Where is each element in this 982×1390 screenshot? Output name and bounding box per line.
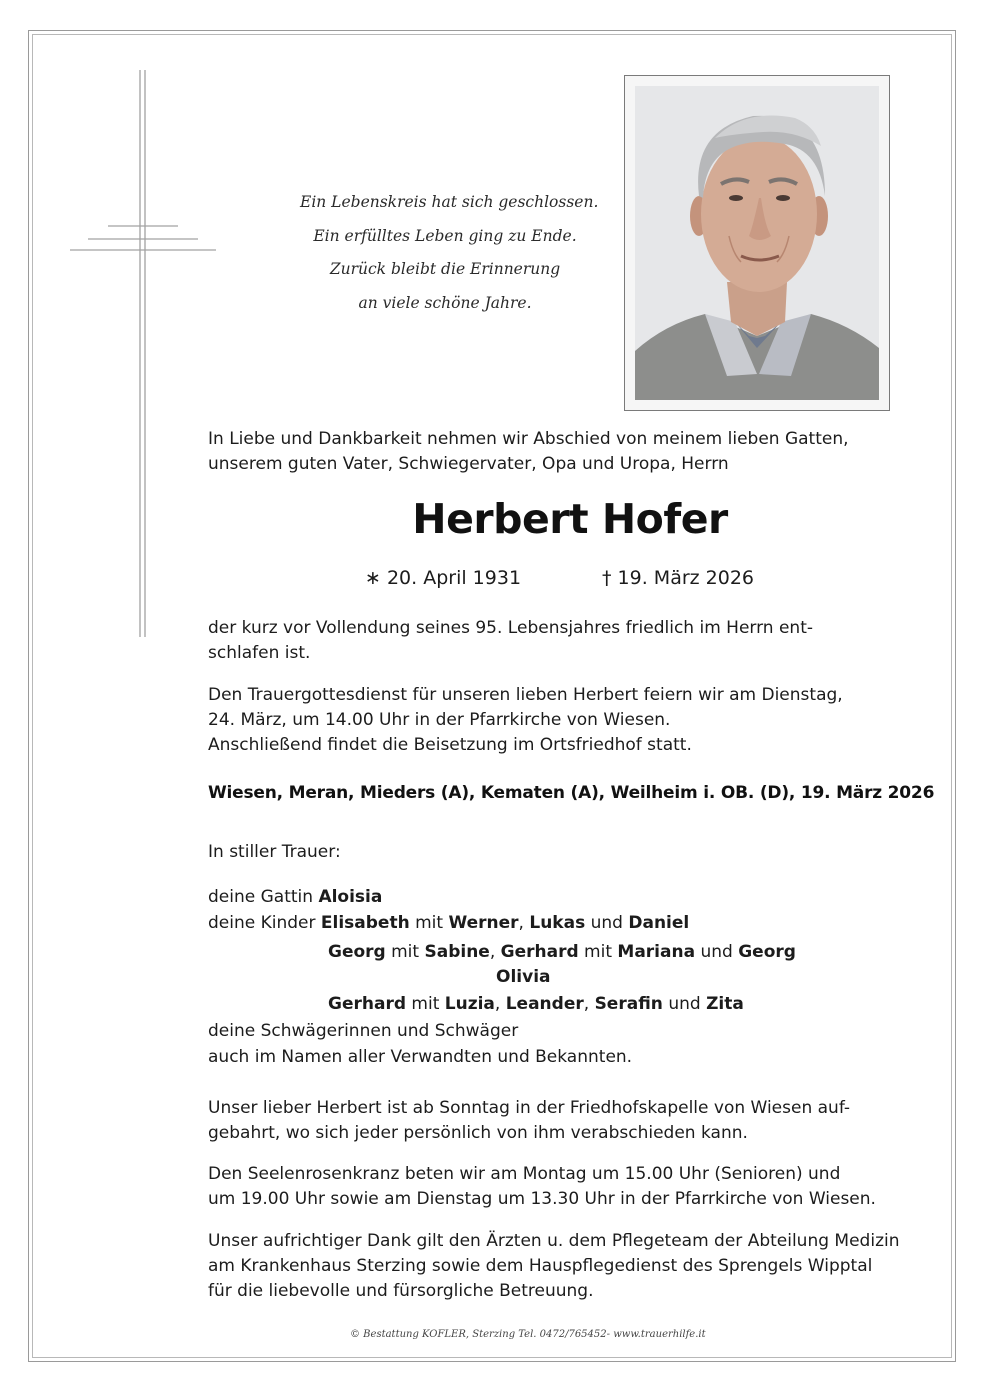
family-wife-row	[208, 885, 382, 910]
family-member: Mariana	[617, 942, 696, 962]
family-member: Zita	[706, 994, 744, 1014]
family-connector: mit	[415, 913, 444, 933]
family-connector: und	[590, 913, 623, 933]
thanks-line: am Krankenhaus Sterzing sowie dem Hauspflegedienst des Sprengels Wipptal	[208, 1256, 873, 1276]
family-kids-row	[208, 911, 689, 936]
family-connector: mit	[391, 942, 420, 962]
age-line: schlafen ist.	[208, 643, 311, 663]
family-member: Gerhard	[328, 994, 406, 1014]
portrait-photo	[635, 86, 879, 400]
family-connector: ,	[494, 994, 501, 1014]
motto-line: Ein erfülltes Leben ging zu Ende.	[313, 226, 577, 245]
family-member: Georg	[328, 942, 386, 962]
thanks-line: für die liebevolle und fürsorgliche Betreuung.	[208, 1281, 594, 1301]
family-member: Luzia	[444, 994, 495, 1014]
family-member: Elisabeth	[320, 913, 410, 933]
birth-date: ∗ 20. April 1931	[365, 567, 522, 589]
family-connector: ,	[583, 994, 590, 1014]
family-connector: mit	[411, 994, 440, 1014]
places-date: Wiesen, Meran, Mieders (A), Kematen (A), Weilheim i. OB. (D), 19. März 2026	[208, 783, 935, 803]
family-member: Olivia	[496, 967, 551, 987]
family-member: Sabine	[424, 942, 490, 962]
family-connector: ,	[518, 913, 524, 933]
intro-line: In Liebe und Dankbarkeit nehmen wir Abschied von meinem lieben Gatten,	[208, 429, 849, 449]
family-connector: ,	[489, 942, 496, 962]
family-georg-row	[328, 940, 796, 965]
deceased-name: Herbert Hofer	[412, 495, 728, 543]
chapel-line: Unser lieber Herbert ist ab Sonntag in der Friedhofskapelle von Wiesen auf-	[208, 1098, 851, 1118]
service-line: Anschließend findet die Beisetzung im Ortsfriedhof statt.	[208, 735, 692, 755]
family-member: Leander	[505, 994, 584, 1014]
family-label: deine Gattin	[208, 887, 314, 907]
family-member: Georg	[738, 942, 796, 962]
portrait-frame	[624, 75, 890, 411]
family-connector: und	[700, 942, 733, 962]
motto-line: Zurück bleibt die Erinnerung	[329, 260, 561, 278]
family-member: Serafin	[594, 994, 663, 1014]
family-label: deine Kinder	[208, 913, 316, 933]
thanks-line: Unser aufrichtiger Dank gilt den Ärzten u. dem Pflegeteam der Abteilung Medizin	[208, 1231, 900, 1251]
chapel-line: gebahrt, wo sich jeder persönlich von ihm verabschieden kann.	[208, 1123, 748, 1143]
family-connector: mit	[584, 942, 612, 962]
intro-line: unserem guten Vater, Schwiegervater, Opa und Uropa, Herrn	[208, 454, 729, 474]
service-line: 24. März, um 14.00 Uhr in der Pfarrkirche von Wiesen.	[208, 710, 671, 730]
motto-verse	[300, 186, 599, 320]
death-date: † 19. März 2026	[602, 567, 755, 589]
family-member: Lukas	[529, 913, 586, 933]
family-connector: und	[668, 994, 701, 1014]
family-relatives: auch im Namen aller Verwandten und Bekannten.	[208, 1047, 633, 1067]
rosary-line: Den Seelenrosenkranz beten wir am Montag um 15.00 Uhr (Senioren) und	[208, 1164, 841, 1184]
age-line: der kurz vor Vollendung seines 95. Lebensjahres friedlich im Herrn ent-	[208, 618, 814, 638]
motto-line: Ein Lebenskreis hat sich geschlossen.	[300, 193, 599, 211]
footer-credit: © Bestattung KOFLER, Sterzing Tel. 0472/765452- www.trauerhilfe.it	[350, 1329, 706, 1340]
family-member: Gerhard	[500, 942, 579, 962]
family-member: Aloisia	[318, 887, 383, 907]
service-line: Den Trauergottesdienst für unseren lieben Herbert feiern wir am Dienstag,	[208, 685, 843, 705]
motto-line: an viele schöne Jahre.	[358, 293, 532, 312]
mourning-heading: In stiller Trauer:	[208, 842, 341, 862]
family-member: Werner	[448, 913, 519, 933]
rosary-line: um 19.00 Uhr sowie am Dienstag um 13.30 Uhr in der Pfarrkirche von Wiesen.	[208, 1189, 876, 1209]
family-inlaws: deine Schwägerinnen und Schwäger	[208, 1021, 519, 1041]
family-member: Daniel	[628, 913, 690, 933]
family-gerhard-row	[328, 992, 744, 1017]
